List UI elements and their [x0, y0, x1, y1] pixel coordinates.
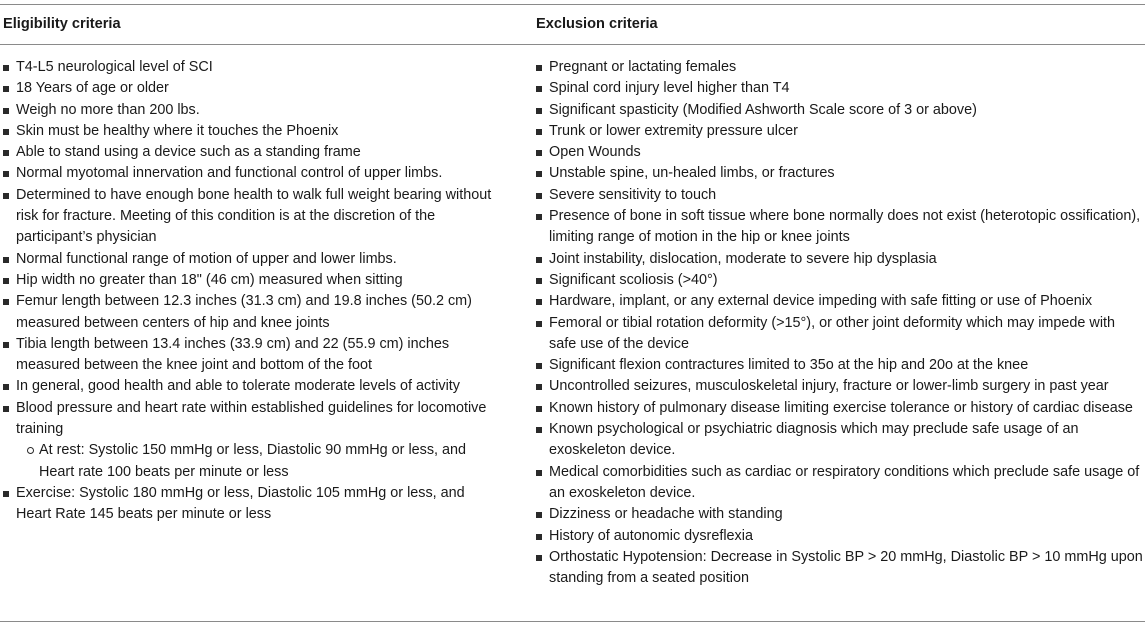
- list-item: Presence of bone in soft tissue where bone normally does not exist (heterotopic ossification), limiting range of motion in the hip or knee joints: [536, 206, 1143, 249]
- list-item: Spinal cord injury level higher than T4: [536, 78, 1143, 99]
- list-item: Orthostatic Hypotension: Decrease in Systolic BP > 20 mmHg, Diastolic BP > 10 mmHg upon standing from a seated position: [536, 547, 1143, 590]
- list-item: Unstable spine, un-healed limbs, or fractures: [536, 163, 1143, 184]
- list-item: Uncontrolled seizures, musculoskeletal injury, fracture or lower-limb surgery in past year: [536, 376, 1143, 397]
- list-item: Joint instability, dislocation, moderate to severe hip dysplasia: [536, 249, 1143, 270]
- list-item: Femur length between 12.3 inches (31.3 cm) and 19.8 inches (50.2 cm) measured between centers of hip and knee joints: [3, 291, 503, 334]
- square-bullet-icon: [536, 363, 542, 369]
- square-bullet-icon: [3, 491, 9, 497]
- eligibility-list: [3, 57, 503, 526]
- list-item: Known psychological or psychiatric diagnosis which may preclude safe usage of an exoskeleton device.: [536, 419, 1143, 462]
- square-bullet-icon: [3, 384, 9, 390]
- list-item: Normal functional range of motion of upper and lower limbs.: [3, 249, 503, 270]
- square-bullet-icon: [3, 65, 9, 71]
- list-item: Severe sensitivity to touch: [536, 185, 1143, 206]
- list-item: Open Wounds: [536, 142, 1143, 163]
- list-item: Significant scoliosis (>40°): [536, 270, 1143, 291]
- list-item: Skin must be healthy where it touches the Phoenix: [3, 121, 503, 142]
- list-item: Medical comorbidities such as cardiac or respiratory conditions which preclude safe usage of an exoskeleton device.: [536, 462, 1143, 505]
- list-item: Normal myotomal innervation and functional control of upper limbs.: [3, 163, 503, 184]
- square-bullet-icon: [536, 512, 542, 518]
- list-item: Trunk or lower extremity pressure ulcer: [536, 121, 1143, 142]
- square-bullet-icon: [536, 65, 542, 71]
- list-item: Able to stand using a device such as a standing frame: [3, 142, 503, 163]
- square-bullet-icon: [536, 384, 542, 390]
- eligibility-header: Eligibility criteria: [3, 16, 121, 32]
- list-item: Blood pressure and heart rate within established guidelines for locomotive training At rest: Systolic 150 mmHg or less, Diastolic 90 mmHg or less, and Heart rate 100 beats per minute or less: [3, 398, 503, 483]
- table-top-rule: [0, 4, 1145, 5]
- square-bullet-icon: [536, 555, 542, 561]
- sub-list-item: At rest: Systolic 150 mmHg or less, Diastolic 90 mmHg or less, and Heart rate 100 beats per minute or less: [16, 440, 503, 483]
- list-item: Hip width no greater than 18" (46 cm) measured when sitting: [3, 270, 503, 291]
- square-bullet-icon: [536, 108, 542, 114]
- square-bullet-icon: [536, 278, 542, 284]
- list-item: In general, good health and able to tolerate moderate levels of activity: [3, 376, 503, 397]
- square-bullet-icon: [3, 108, 9, 114]
- square-bullet-icon: [3, 278, 9, 284]
- list-item: Weigh no more than 200 lbs.: [3, 100, 503, 121]
- list-item: Dizziness or headache with standing: [536, 504, 1143, 525]
- list-item: Tibia length between 13.4 inches (33.9 cm) and 22 (55.9 cm) inches measured between the knee joint and bottom of the foot: [3, 334, 503, 377]
- header-rule: [0, 44, 1145, 45]
- square-bullet-icon: [536, 321, 542, 327]
- square-bullet-icon: [536, 427, 542, 433]
- square-bullet-icon: [3, 129, 9, 135]
- square-bullet-icon: [536, 150, 542, 156]
- square-bullet-icon: [536, 257, 542, 263]
- square-bullet-icon: [3, 86, 9, 92]
- square-bullet-icon: [536, 299, 542, 305]
- list-item: Known history of pulmonary disease limiting exercise tolerance or history of cardiac disease: [536, 398, 1143, 419]
- square-bullet-icon: [536, 129, 542, 135]
- list-item: T4-L5 neurological level of SCI: [3, 57, 503, 78]
- list-item: Exercise: Systolic 180 mmHg or less, Diastolic 105 mmHg or less, and Heart Rate 145 beats per minute or less: [3, 483, 503, 526]
- circle-bullet-icon: [27, 447, 34, 454]
- exclusion-list: [536, 57, 1143, 589]
- square-bullet-icon: [536, 406, 542, 412]
- list-item: Significant spasticity (Modified Ashworth Scale score of 3 or above): [536, 100, 1143, 121]
- square-bullet-icon: [3, 150, 9, 156]
- square-bullet-icon: [536, 86, 542, 92]
- square-bullet-icon: [536, 214, 542, 220]
- list-item: 18 Years of age or older: [3, 78, 503, 99]
- list-item: Pregnant or lactating females: [536, 57, 1143, 78]
- list-item: Significant flexion contractures limited to 35o at the hip and 20o at the knee: [536, 355, 1143, 376]
- exclusion-header: Exclusion criteria: [536, 16, 658, 32]
- list-item: Femoral or tibial rotation deformity (>15°), or other joint deformity which may impede with safe use of the device: [536, 313, 1143, 356]
- square-bullet-icon: [3, 171, 9, 177]
- table-bottom-rule: [0, 621, 1145, 622]
- square-bullet-icon: [3, 342, 9, 348]
- square-bullet-icon: [3, 257, 9, 263]
- square-bullet-icon: [3, 299, 9, 305]
- square-bullet-icon: [536, 534, 542, 540]
- list-item: History of autonomic dysreflexia: [536, 526, 1143, 547]
- sub-list: [16, 440, 503, 483]
- square-bullet-icon: [536, 470, 542, 476]
- list-item: Hardware, implant, or any external device impeding with safe fitting or use of Phoenix: [536, 291, 1143, 312]
- square-bullet-icon: [3, 406, 9, 412]
- square-bullet-icon: [536, 193, 542, 199]
- square-bullet-icon: [536, 171, 542, 177]
- list-item: Determined to have enough bone health to walk full weight bearing without risk for fracture. Meeting of this condition is at the discretion of the participant’s physician: [3, 185, 503, 249]
- square-bullet-icon: [3, 193, 9, 199]
